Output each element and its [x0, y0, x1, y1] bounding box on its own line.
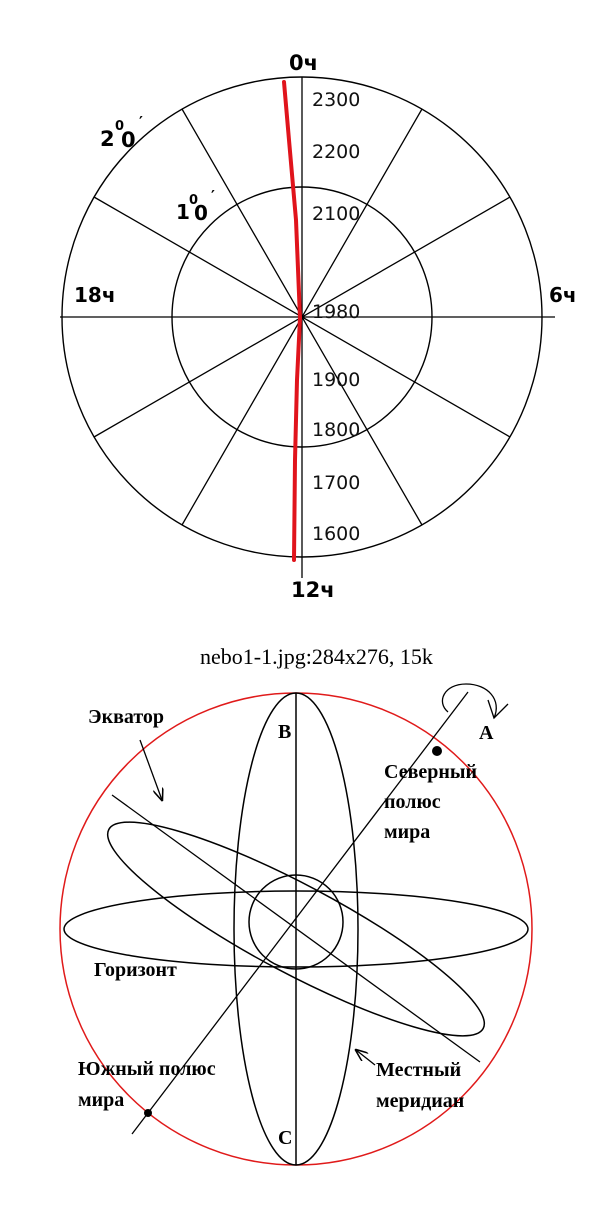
- celestial-sphere-diagram: [60, 684, 532, 1165]
- degree-label-1: [176, 187, 215, 225]
- year-labels: [312, 89, 360, 545]
- hour-radial-lines: [60, 77, 555, 578]
- degree-label-2-sup: 0: [115, 119, 125, 134]
- north-pole-label-line1: Северный: [384, 761, 478, 783]
- meridian-label-line2: меридиан: [376, 1090, 465, 1112]
- year-label: 1800: [312, 419, 361, 441]
- degree-label-1-digit: 1: [176, 200, 190, 224]
- pole-precession-path: [284, 82, 300, 560]
- precession-polar-chart: [60, 51, 577, 602]
- meridian-pointer-arrow: [356, 1050, 375, 1065]
- hour-label-6h: 6ч: [549, 283, 577, 307]
- rotation-arrowhead-icon: [488, 700, 508, 718]
- hour-label-18h: 18ч: [74, 283, 116, 307]
- south-pole-label-line2: мира: [78, 1089, 125, 1111]
- year-label: 2200: [312, 141, 361, 163]
- hour-label-0h: 0ч: [289, 51, 319, 75]
- point-label-b: B: [278, 721, 292, 743]
- degree-label-1-sup: 0: [189, 193, 199, 208]
- year-label: 1700: [312, 472, 361, 494]
- degree-label-2-digit: 2: [100, 127, 115, 151]
- meridian-label-line1: Местный: [376, 1059, 462, 1081]
- equator-pointer-arrow: [140, 740, 162, 800]
- north-pole-dot: [432, 746, 442, 756]
- equator-label: Экватор: [88, 706, 165, 728]
- year-label: 1900: [312, 369, 361, 391]
- degree-label-2-arc: 0: [121, 128, 136, 152]
- horizon-label: Горизонт: [94, 959, 177, 981]
- degree-label-2: [100, 113, 143, 152]
- south-pole-label-line1: Южный полюс: [78, 1058, 216, 1080]
- year-label: 2100: [312, 203, 361, 225]
- year-label: 2300: [312, 89, 361, 111]
- degree-label-1-prime: ′: [211, 187, 215, 205]
- hour-label-12h: 12ч: [291, 578, 335, 602]
- north-pole-label-line2: полюс: [384, 791, 441, 813]
- point-label-a: A: [479, 722, 494, 744]
- north-pole-label-line3: мира: [384, 821, 431, 843]
- degree-label-2-prime: ′: [139, 113, 143, 131]
- year-label: 1980: [312, 301, 361, 323]
- year-label: 1600: [312, 523, 361, 545]
- degree-label-1-arc: 0: [194, 201, 208, 225]
- image-caption: nebo1-1.jpg:284x276, 15k: [200, 644, 433, 669]
- south-pole-dot: [144, 1109, 152, 1117]
- point-label-c: C: [278, 1127, 293, 1149]
